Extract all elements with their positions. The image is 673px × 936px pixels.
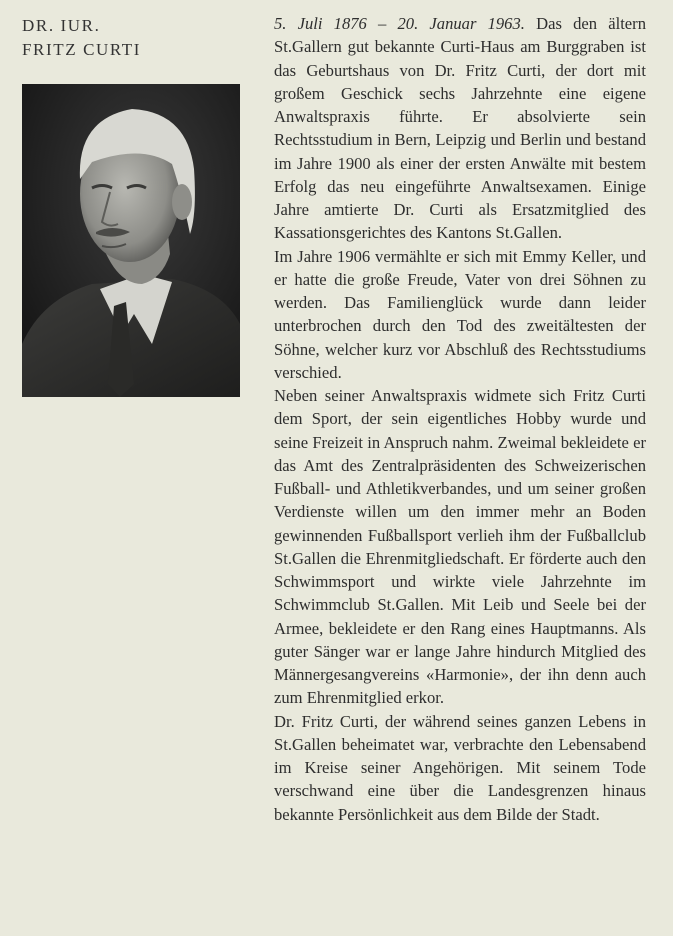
name-full-line: FRITZ CURTI	[22, 40, 142, 59]
biography-paragraph-1	[274, 12, 646, 245]
biography-paragraph-3: Neben seiner Anwaltspraxis widmete sich Fritz Curti dem Sport, der sein eigentliches Hobby wurde und seine Freizeit in Anspruch nahm. Zweimal bekleidete er das Amt des Zentralpräsidenten des Schweizerischen Fußball- und Athletikverbandes, und um seiner großen Verdienste willen um den immer mehr an Boden gewinnenden Fußballsport verlieh ihm der Fußballclub St.Gallen die Ehrenmitgliedschaft. Er förderte auch den Schwimmsport und wirkte viele Jahrzehnte im Schwimmclub St.Gallen. Mit Leib und Seele bei der Armee, bekleidete er den Rang eines Hauptmanns. Als guter Sänger war er lange Jahre hindurch Mitglied des Männergesangvereins «Harmonie», der ihn denn auch zum Ehrenmitglied erkor.	[274, 386, 646, 708]
name-title-line: DR. IUR.	[22, 16, 101, 35]
paragraph-1-text: Das den ältern St.Gallern gut bekannte Curti-Haus am Burggraben ist das Geburtshaus von Dr. Fritz Curti, der dort mit großem Geschick sechs Jahrzehnte eine eigene Anwaltspraxis führte. Er absolvierte sein Rechtsstudium in Bern, Leipzig und Berlin und bestand im Jahre 1900 als einer der ersten Anwälte mit bestem Erfolg das neu eingeführte Anwaltsexamen. Einige Jahre amtierte Dr. Curti als Ersatzmitglied des Kassationsgerichtes des Kantons St.Gallen.	[274, 14, 646, 243]
portrait-photo	[22, 84, 240, 397]
biography-paragraph-2: Im Jahre 1906 vermählte er sich mit Emmy Keller, und er hatte die große Freude, Vater von drei Söhnen zu werden. Das Familienglück wurde dann leider unterbrochen durch den Tod des zweitältesten der Söhne, welcher kurz vor Abschluß des Rechtsstudiums verschied.	[274, 246, 646, 382]
life-dates: 5. Juli 1876 – 20. Januar 1963.	[274, 14, 525, 33]
person-name-heading	[22, 14, 141, 62]
biography-text	[274, 12, 646, 826]
biography-paragraph-4: Dr. Fritz Curti, der während seines ganzen Lebens in St.Gallen beheimatet war, verbrachte den Lebensabend im Kreise seiner Angehörigen. Mit seinem Tode verschwand eine über die Landesgrenzen hinaus bekannte Persönlichkeit aus dem Bilde der Stadt.	[274, 711, 646, 824]
portrait-illustration	[22, 84, 240, 397]
